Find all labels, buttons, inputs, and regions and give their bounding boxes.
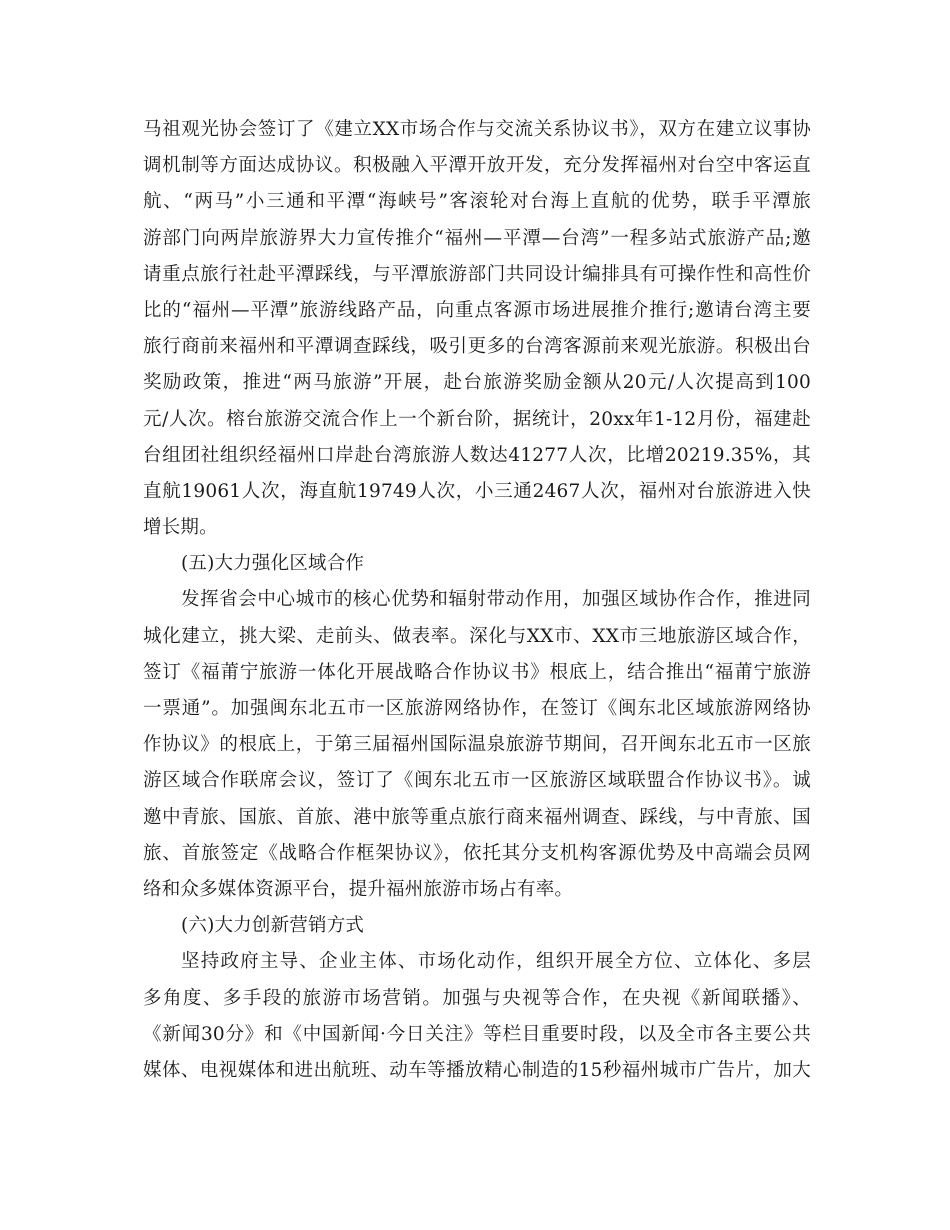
section-heading: (五)大力强化区域合作 xyxy=(181,553,365,575)
paragraph-line: 比的“福州—平潭”旅游线路产品，向重点客源市场进展推介推行;邀请台湾主要 xyxy=(143,299,811,321)
paragraph-line: 城化建立，挑大梁、走前头、做表率。深化与XX市、XX市三地旅游区域合作， xyxy=(143,625,811,647)
paragraph-line: 媒体、电视媒体和进出航班、动车等播放精心制造的15秒福州城市广告片，加大 xyxy=(143,1059,811,1081)
paragraph-line: 作协议》的根底上，于第三届福州国际温泉旅游节期间，召开闽东北五市一区旅 xyxy=(143,734,811,756)
paragraph-line: 元/人次。榕台旅游交流合作上一个新台阶，据统计，20xx年1-12月份，福建赴 xyxy=(143,408,811,430)
paragraph-line: 请重点旅行社赴平潭踩线，与平潭旅游部门共同设计编排具有可操作性和高性价 xyxy=(143,263,811,285)
document-body xyxy=(143,112,811,1089)
paragraph-line: 旅、首旅签定《战略合作框架协议》，依托其分支机构客源优势及中高端会员网 xyxy=(143,842,811,864)
paragraph-line: 台组团社组织经福州口岸赴台湾旅游人数达41277人次，比增20219.35%，其 xyxy=(143,444,811,466)
paragraph-line: 签订《福莆宁旅游一体化开展战略合作协议书》根底上，结合推出“福莆宁旅游 xyxy=(143,661,811,683)
paragraph-line: 增长期。 xyxy=(143,517,218,539)
paragraph-line: 马祖观光协会签订了《建立XX市场合作与交流关系协议书》，双方在建立议事协 xyxy=(143,119,811,140)
paragraph-line: 游区域合作联席会议，签订了《闽东北五市一区旅游区域联盟合作协议书》。诚 xyxy=(143,770,811,792)
paragraph-line: 一票通”。加强闽东北五市一区旅游网络协作，在签订《闽东北区域旅游网络协 xyxy=(143,698,811,719)
paragraph-line: 调机制等方面达成协议。积极融入平潭开放开发，充分发挥福州对台空中客运直 xyxy=(143,155,811,177)
section-heading: (六)大力创新营销方式 xyxy=(181,915,365,937)
paragraph-line: 航、“两马”小三通和平潭“海峡号”客滚轮对台海上直航的优势，联手平潭旅 xyxy=(143,191,811,213)
paragraph-line: 邀中青旅、国旅、首旅、港中旅等重点旅行商来福州调查、踩线，与中青旅、国 xyxy=(143,806,811,828)
paragraph-line: 多角度、多手段的旅游市场营销。加强与央视等合作，在央视《新闻联播》、 xyxy=(143,987,811,1009)
paragraph-line: 络和众多媒体资源平台，提升福州旅游市场占有率。 xyxy=(143,878,574,900)
paragraph-line: 发挥省会中心城市的核心优势和辐射带动作用，加强区域协作合作，推进同 xyxy=(181,589,811,611)
paragraph-line: 旅行商前来福州和平潭调查踩线，吸引更多的台湾客源前来观光旅游。积极出台 xyxy=(143,336,811,358)
paragraph-line: 《新闻30分》和《中国新闻·今日关注》等栏目重要时段，以及全市各主要公共 xyxy=(143,1023,811,1045)
paragraph-line: 直航19061人次，海直航19749人次，小三通2467人次，福州对台旅游进入快 xyxy=(143,480,811,502)
paragraph-line: 坚持政府主导、企业主体、市场化动作，组织开展全方位、立体化、多层 xyxy=(181,951,811,973)
paragraph-line: 游部门向两岸旅游界大力宣传推介“福州—平潭—台湾”一程多站式旅游产品;邀 xyxy=(143,227,811,249)
paragraph-line: 奖励政策，推进“两马旅游”开展，赴台旅游奖励金额从20元/人次提高到100 xyxy=(143,372,811,394)
